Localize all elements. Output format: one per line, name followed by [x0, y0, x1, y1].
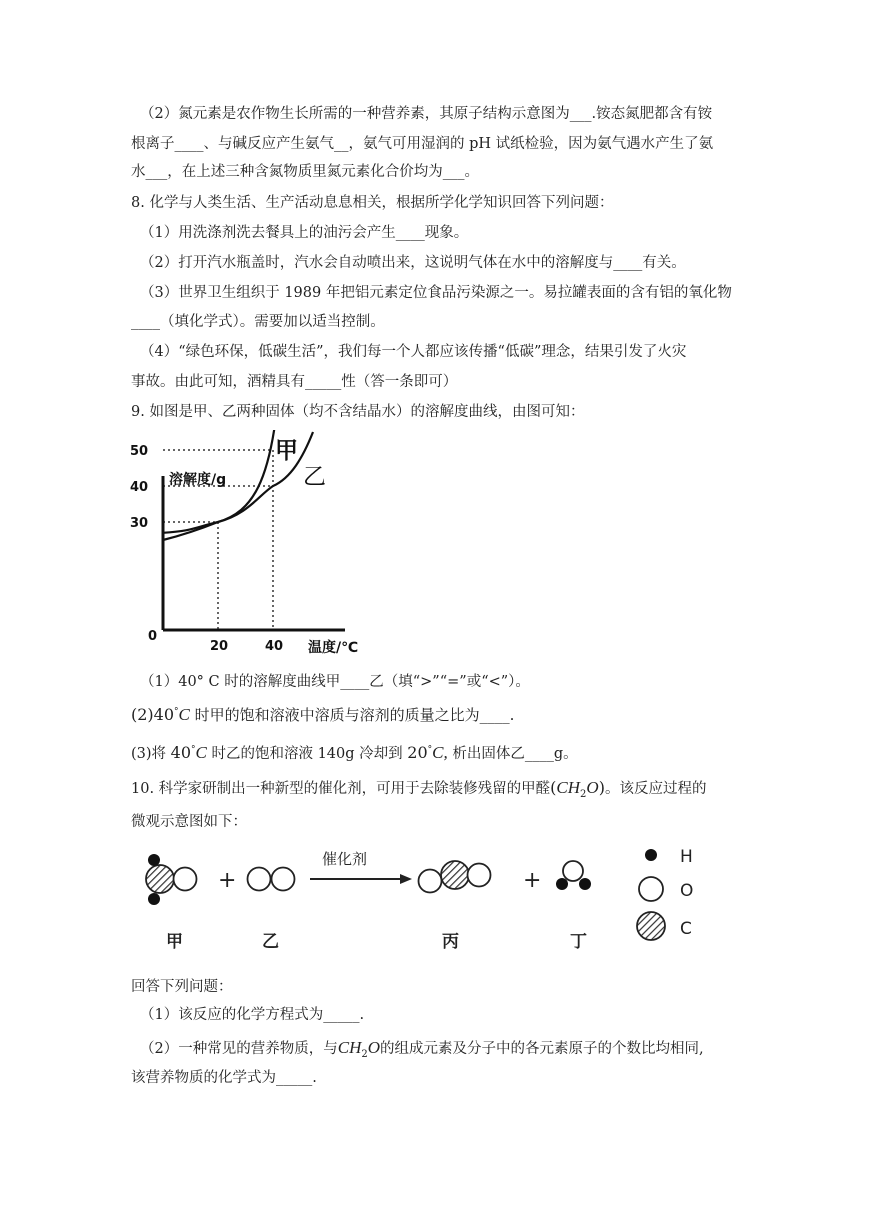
hydrogen-legend-icon	[645, 849, 657, 861]
plus-sign: +	[218, 868, 237, 893]
q8-sub-4b: 事故。由此可知，酒精具有_____性（答一条即可）	[131, 374, 458, 390]
q8-title: 8. 化学与人类生活、生产活动息息相关，根据所学化学知识回答下列问题：	[131, 195, 614, 211]
formula-o: O	[586, 778, 599, 797]
celsius-symbol: C	[195, 742, 207, 762]
x-axis-label: 温度/℃	[308, 640, 359, 656]
q9-sub-1: （1）40° C 时的溶解度曲线甲____乙（填“>”“=”或“<”）。	[140, 674, 530, 690]
legend-h: H	[680, 847, 693, 867]
atom-legend	[637, 847, 693, 940]
x-tick-20: 20	[210, 639, 229, 654]
q10-title	[131, 778, 706, 805]
q10-sub-2b: 该营养物质的化学式为_____.	[131, 1070, 317, 1086]
q9-sub2-text: 时甲的饱和溶液中溶质与溶剂的质量之比为____.	[189, 706, 515, 724]
molecule-oxygen	[248, 868, 295, 891]
formula-sub: 2	[580, 788, 587, 800]
q8-sub-3b: ____（填化学式）。需要加以适当控制。	[131, 314, 385, 330]
solubility-chart	[120, 430, 380, 662]
y-tick-50: 50	[130, 444, 149, 459]
y-tick-30: 30	[130, 516, 149, 531]
q9-sub2-prefix: (2)40	[131, 705, 175, 724]
oxygen-atom	[272, 868, 295, 891]
degree-symbol: °	[174, 707, 179, 717]
q8-sub-2: （2）打开汽水瓶盖时，汽水会自动喷出来，这说明气体在水中的溶解度与____有关。	[140, 255, 686, 271]
formula-sub: 2	[361, 1048, 368, 1060]
legend-c: C	[680, 919, 692, 939]
plus-sign: +	[523, 868, 542, 893]
q9-title: 9. 如图是甲、乙两种固体（均不含结晶水）的溶解度曲线，由图可知：	[131, 404, 585, 420]
q10-title-tail: 。该反应过程的	[604, 781, 707, 797]
degree-symbol: °	[191, 745, 196, 755]
hydrogen-atom	[556, 878, 568, 890]
paren-open: (	[550, 778, 557, 797]
y-axis-label: 溶解度/g	[169, 472, 227, 488]
oxygen-legend-icon	[639, 877, 663, 901]
q9-sub-2	[131, 702, 514, 725]
formula-o: O	[367, 1038, 381, 1057]
q7-line-1: （2）氮元素是农作物生长所需的一种营养素，其原子结构示意图为___.铵态氮肥都含有铵	[140, 106, 713, 122]
q8-sub-4a: （4）“绿色环保，低碳生活”，我们每一个人都应该传播“低碳”理念，结果引发了火灾	[140, 344, 687, 360]
formula-ch: CH	[337, 1038, 362, 1057]
q10-sub2-prefix: （2）一种常见的营养物质，与	[140, 1041, 338, 1057]
formula-ch: CH	[556, 778, 581, 797]
q9-sub-3	[131, 740, 578, 764]
molecule-formaldehyde	[146, 854, 197, 905]
celsius-symbol: C	[178, 705, 190, 724]
q8-sub-1: （1）用洗涤剂洗去餐具上的油污会产生____现象。	[140, 225, 469, 241]
celsius-symbol: C,	[432, 742, 448, 762]
oxygen-atom	[419, 870, 442, 893]
q10-title-line-2: 微观示意图如下：	[131, 814, 247, 830]
q10-answer-prompt: 回答下列问题：	[131, 979, 233, 995]
label-jia: 甲	[166, 932, 183, 952]
y-tick-40: 40	[130, 480, 149, 495]
origin-label: 0	[148, 629, 158, 644]
q10-sub2-suffix: 的组成元素及分子中的各元素原子的个数比均相同,	[380, 1041, 704, 1057]
carbon-atom	[146, 865, 174, 893]
series-label-jia: 甲	[275, 438, 298, 464]
oxygen-atom	[174, 868, 197, 891]
q8-sub-3a: （3）世界卫生组织于 1989 年把铝元素定位食品污染源之一。易拉罐表面的含有铝的氧化物	[140, 285, 732, 301]
hydrogen-atom	[148, 854, 160, 866]
reaction-diagram	[130, 838, 730, 968]
molecule-water	[556, 861, 591, 890]
oxygen-atom	[563, 861, 583, 881]
oxygen-atom	[248, 868, 271, 891]
temp-40: 40	[170, 742, 192, 762]
carbon-atom	[441, 861, 469, 889]
q7-line-3: 水___，在上述三种含氮物质里氮元素化合价均为___。	[131, 164, 479, 180]
arrow-head	[400, 874, 412, 884]
hydrogen-atom	[148, 893, 160, 905]
label-yi: 乙	[262, 932, 279, 952]
q9-sub3-suffix: 析出固体乙____g。	[447, 745, 578, 762]
temp-20: 20	[407, 742, 428, 762]
q9-sub3-middle: 时乙的饱和溶液 140g 冷却到	[206, 745, 408, 762]
x-tick-40: 40	[265, 639, 284, 654]
label-ding: 丁	[570, 932, 587, 952]
oxygen-atom	[468, 864, 491, 887]
hydrogen-atom	[579, 878, 591, 890]
degree-symbol: °	[427, 745, 433, 755]
q10-sub-1: （1）该反应的化学方程式为_____.	[140, 1007, 365, 1023]
catalyst-label: 催化剂	[322, 850, 368, 868]
series-label-yi: 乙	[303, 464, 326, 490]
legend-o: O	[680, 881, 694, 901]
q10-sub-2	[140, 1038, 704, 1065]
label-bing: 丙	[442, 932, 459, 952]
carbon-legend-icon	[637, 912, 665, 940]
molecule-carbon-dioxide	[419, 861, 491, 893]
q9-sub3-prefix: (3)将	[131, 745, 171, 762]
paren-close: )	[598, 778, 605, 797]
q7-line-2: 根离子____、与碱反应产生氨气__，氨气可用湿润的 pH 试纸检验，因为氨气遇水产生了氨	[131, 136, 714, 152]
q10-title-text: 10. 科学家研制出一种新型的催化剂，可用于去除装修残留的甲醛	[131, 781, 551, 797]
